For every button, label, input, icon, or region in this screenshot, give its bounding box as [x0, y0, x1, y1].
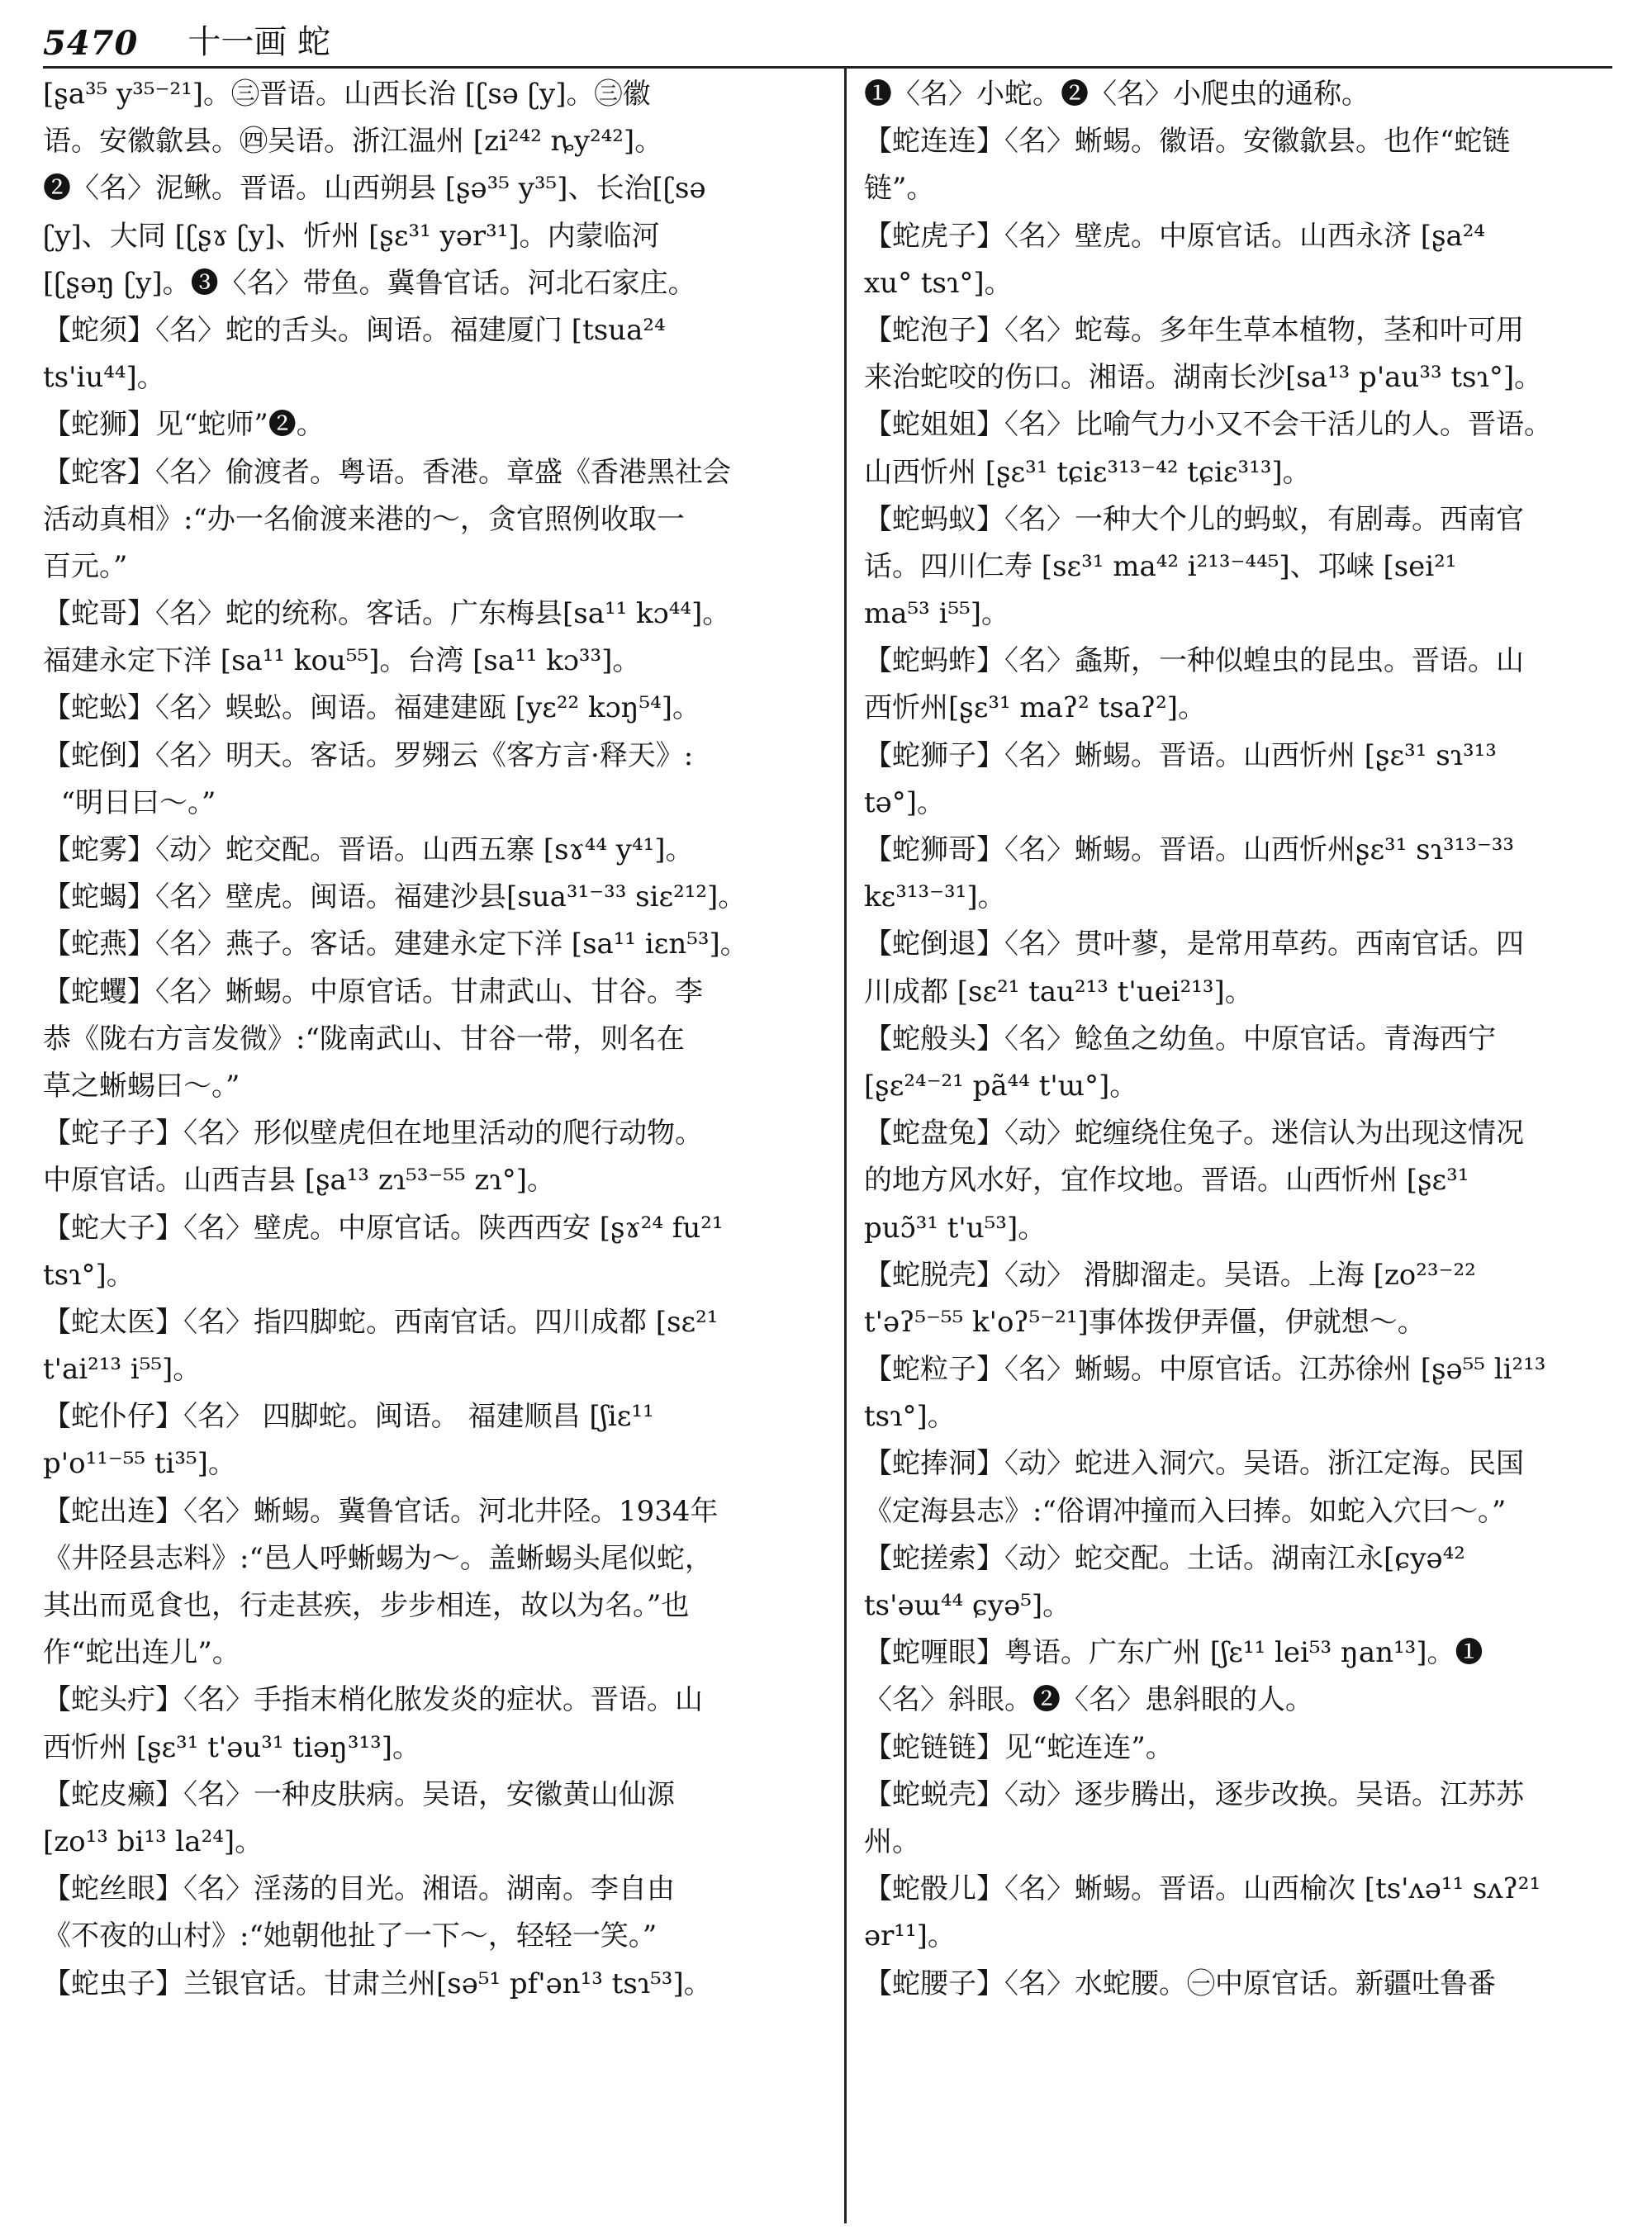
dictionary-text-line: t'əʔ⁵⁻⁵⁵ k'oʔ⁵⁻²¹]事体拨伊弄僵，伊就想～。	[864, 1305, 1426, 1339]
dictionary-text-line: ʗy]、大同 [ʗʂɤ ʗy]、忻州 [ʂɛ³¹ yər³¹]。内蒙临河	[43, 219, 660, 253]
dictionary-text-line: tsɿ°]。	[43, 1258, 135, 1292]
dictionary-text-line: 福建永定下洋 [sa¹¹ kou⁵⁵]。台湾 [sa¹¹ kɔ³³]。	[43, 644, 641, 678]
dictionary-text-line: tsɿ°]。	[864, 1400, 956, 1434]
dictionary-text-line: 【蛇子子】〈名〉形似壁虎但在地里活动的爬行动物。	[43, 1117, 703, 1151]
dictionary-text-line: ts'əɯ⁴⁴ ɕyə⁵]。	[864, 1589, 1071, 1622]
dictionary-text-line: ❷〈名〉泥鳅。晋语。山西朔县 [ʂə³⁵ y³⁵]、长治[ʗsə	[43, 172, 706, 206]
dictionary-text-line: 【蛇泡子】〈名〉蛇莓。多年生草本植物，茎和叶可用	[864, 313, 1524, 347]
dictionary-text-line: 【蛇太医】〈名〉指四脚蛇。西南官话。四川成都 [sɛ²¹	[43, 1305, 719, 1339]
dictionary-text-line: 【蛇蚂蚱】〈名〉螽斯，一种似蝗虫的昆虫。晋语。山	[864, 644, 1524, 678]
dictionary-text-line: 【蛇骰儿】〈名〉蜥蜴。晋语。山西榆次 [ts'ʌə¹¹ sʌʔ²¹	[864, 1872, 1541, 1906]
dictionary-text-line: “明日曰～。”	[43, 785, 216, 819]
dictionary-text-line: 【蛇狮哥】〈名〉蜥蜴。晋语。山西忻州ʂɛ³¹ sɿ³¹³⁻³³	[864, 833, 1515, 866]
dictionary-text-line: 【蛇捧洞】〈动〉蛇进入洞穴。吴语。浙江定海。民国	[864, 1447, 1524, 1481]
dictionary-text-line: 草之蜥蜴曰～。”	[43, 1069, 240, 1103]
dictionary-text-line: 恭《陇右方言发微》:“陇南武山、甘谷一带，则名在	[43, 1022, 685, 1056]
dictionary-text-line: 作“蛇出连儿”。	[43, 1636, 240, 1670]
dictionary-text-line: 【蛇蚂蚁】〈名〉一种大个儿的蚂蚁，有剧毒。西南官	[864, 502, 1524, 536]
dictionary-text-line: 【蛇姐姐】〈名〉比喻气力小又不会干活儿的人。晋语。	[864, 408, 1552, 442]
dictionary-text-line: 【蛇蝎】〈名〉壁虎。闽语。福建沙县[sua³¹⁻³³ siɛ²¹²]。	[43, 880, 747, 914]
column-divider	[844, 68, 847, 2223]
dictionary-text-line: 西忻州[ʂɛ³¹ maʔ² tsaʔ²]。	[864, 691, 1207, 725]
dictionary-text-line: ər¹¹]。	[864, 1919, 956, 1953]
right-column	[864, 71, 1616, 2008]
dictionary-text-line: 山西忻州 [ʂɛ³¹ tɕiɛ³¹³⁻⁴² tɕiɛ³¹³]。	[864, 455, 1311, 489]
dictionary-text-line: 【蛇盘兔】〈动〉蛇缠绕住兔子。迷信认为出现这情况	[864, 1117, 1524, 1151]
dictionary-text-line: 【蛇链链】见“蛇连连”。	[864, 1730, 1174, 1764]
dictionary-text-line: [ʗʂəŋ ʗy]。❸〈名〉带鱼。冀鲁官话。河北石家庄。	[43, 266, 696, 300]
page-number: 5470	[43, 24, 139, 63]
dictionary-text-line: 【蛇丝眼】〈名〉淫荡的目光。湘语。湖南。李自由	[43, 1872, 675, 1906]
dictionary-text-line: tə°]。	[864, 785, 946, 819]
dictionary-text-line: 〈名〉斜眼。❷〈名〉患斜眼的人。	[864, 1683, 1313, 1717]
dictionary-text-line: 【蛇倒退】〈名〉贯叶蓼，是常用草药。西南官话。四	[864, 928, 1524, 961]
dictionary-text-line: [ʂa³⁵ y³⁵⁻²¹]。㊂晋语。山西长治 [ʗsə ʗy]。㊂徽	[43, 78, 651, 111]
dictionary-text-line: 【蛇雾】〈动〉蛇交配。晋语。山西五寨 [sɤ⁴⁴ y⁴¹]。	[43, 833, 694, 866]
dictionary-text-line: 【蛇哥】〈名〉蛇的统称。客话。广东梅县[sa¹¹ kɔ⁴⁴]。	[43, 597, 731, 631]
dictionary-text-line: puɔ̃³¹ t'u⁵³]。	[864, 1211, 1047, 1245]
dictionary-text-line: [zo¹³ bi¹³ la²⁴]。	[43, 1824, 263, 1858]
dictionary-text-line: 中原官话。山西吉县 [ʂa¹³ zɿ⁵³⁻⁵⁵ zɿ°]。	[43, 1164, 556, 1198]
running-title: 十一画 蛇	[188, 23, 331, 61]
dictionary-text-line: 【蛇搓索】〈动〉蛇交配。土话。湖南江永[ɕyə⁴²	[864, 1541, 1465, 1575]
dictionary-text-line: 语。安徽歙县。㊃吴语。浙江温州 [zi²⁴² ȵy²⁴²]。	[43, 125, 663, 159]
dictionary-text-line: 【蛇燕】〈名〉燕子。客话。建建永定下洋 [sa¹¹ iɛn⁵³]。	[43, 928, 748, 961]
dictionary-text-line: 西忻州 [ʂɛ³¹ t'əu³¹ tiəŋ³¹³]。	[43, 1730, 421, 1764]
dictionary-text-line: 《定海县志》:“俗谓冲撞而入曰捧。如蛇入穴曰～。”	[864, 1494, 1507, 1528]
dictionary-text-line: 【蛇出连】〈名〉蜥蜴。冀鲁官话。河北井陉。1934年	[43, 1494, 719, 1528]
dictionary-text-line: ❶〈名〉小蛇。❷〈名〉小爬虫的通称。	[864, 78, 1370, 111]
dictionary-text-line: 《不夜的山村》:“她朝他扯了一下～，轻轻一笑。”	[43, 1919, 657, 1953]
dictionary-text-line: 【蛇蜕壳】〈动〉逐步腾出，逐步改换。吴语。江苏苏	[864, 1777, 1524, 1811]
dictionary-text-line: 【蛇须】〈名〉蛇的舌头。闽语。福建厦门 [tsua²⁴	[43, 313, 666, 347]
dictionary-text-line: 【蛇喱眼】粤语。广东广州 [ʃɛ¹¹ lei⁵³ ŋan¹³]。❶	[864, 1636, 1483, 1670]
dictionary-text-line: 【蛇连连】〈名〉蜥蜴。徽语。安徽歙县。也作“蛇链	[864, 125, 1511, 159]
dictionary-text-line: 【蛇粒子】〈名〉蜥蜴。中原官话。江苏徐州 [ʂə⁵⁵ li²¹³	[864, 1353, 1546, 1387]
dictionary-text-line: 【蛇狮子】〈名〉蜥蜴。晋语。山西忻州 [ʂɛ³¹ sɿ³¹³	[864, 738, 1497, 772]
dictionary-text-line: 州。	[864, 1824, 920, 1858]
dictionary-text-line: 【蛇蠼】〈名〉蜥蜴。中原官话。甘肃武山、甘谷。李	[43, 975, 703, 1008]
dictionary-text-line: ts'iu⁴⁴]。	[43, 361, 165, 395]
dictionary-text-line: 【蛇腰子】〈名〉水蛇腰。㊀中原官话。新疆吐鲁番	[864, 1967, 1496, 2000]
left-column	[43, 71, 828, 2008]
dictionary-text-line: 链”。	[864, 172, 935, 206]
dictionary-text-line: 【蛇脱壳】〈动〉 滑脚溜走。吴语。上海 [zo²³⁻²²	[864, 1258, 1476, 1292]
dictionary-text-line: 【蛇狮】见“蛇师”❷。	[43, 408, 325, 442]
dictionary-text-line: 的地方风水好，宜作坟地。晋语。山西忻州 [ʂɛ³¹	[864, 1164, 1469, 1198]
dictionary-text-line: 话。四川仁寿 [sɛ³¹ ma⁴² i²¹³⁻⁴⁴⁵]、邛崃 [sei²¹	[864, 549, 1457, 583]
dictionary-text-line: 【蛇头疔】〈名〉手指末梢化脓发炎的症状。晋语。山	[43, 1683, 703, 1717]
dictionary-text-line: kɛ³¹³⁻³¹]。	[864, 880, 1006, 914]
dictionary-text-line: t'ai²¹³ i⁵⁵]。	[43, 1353, 202, 1387]
dictionary-text-line: ma⁵³ i⁵⁵]。	[864, 597, 1009, 631]
dictionary-text-line: 川成都 [sɛ²¹ tau²¹³ t'uei²¹³]。	[864, 975, 1253, 1008]
dictionary-text-line: 【蛇虫子】兰银官话。甘肃兰州[sə⁵¹ pf'ən¹³ tsɿ⁵³]。	[43, 1967, 712, 2000]
dictionary-text-line: 其出而觅食也，行走甚疾，步步相连，故以为名。”也	[43, 1589, 690, 1622]
dictionary-text-line: [ʂɛ²⁴⁻²¹ pã⁴⁴ t'ɯ°]。	[864, 1069, 1138, 1103]
dictionary-text-line: 来治蛇咬的伤口。湘语。湖南长沙[sa¹³ p'au³³ tsɿ°]。	[864, 361, 1543, 395]
dictionary-text-line: 【蛇虎子】〈名〉壁虎。中原官话。山西永济 [ʂa²⁴	[864, 219, 1486, 253]
dictionary-text-line: xu° tsɿ°]。	[864, 266, 1013, 300]
dictionary-text-line: 【蛇皮癞】〈名〉一种皮肤病。吴语，安徽黄山仙源	[43, 1777, 675, 1811]
dictionary-text-line: 《井陉县志料》:“邑人呼蜥蜴为～。盖蜥蜴头尾似蛇，	[43, 1541, 713, 1575]
page-header	[43, 12, 1612, 63]
dictionary-text-line: 百元。”	[43, 549, 128, 583]
dictionary-text-line: 【蛇般头】〈名〉鲶鱼之幼鱼。中原官话。青海西宁	[864, 1022, 1496, 1056]
dictionary-text-line: 【蛇倒】〈名〉明天。客话。罗翙云《客方言·释天》:	[43, 738, 694, 772]
dictionary-text-line: 【蛇蚣】〈名〉蜈蚣。闽语。福建建瓯 [yɛ²² kɔŋ⁵⁴]。	[43, 691, 701, 725]
dictionary-text-line: 【蛇大子】〈名〉壁虎。中原官话。陕西西安 [ʂɤ²⁴ fu²¹	[43, 1211, 724, 1245]
header-rule	[43, 66, 1612, 69]
dictionary-text-line: 【蛇客】〈名〉偷渡者。粤语。香港。章盛《香港黑社会	[43, 455, 731, 489]
dictionary-text-line: 【蛇仆仔】〈名〉 四脚蛇。闽语。 福建顺昌 [ʃiɛ¹¹	[43, 1400, 654, 1434]
dictionary-text-line: 活动真相》:“办一名偷渡来港的～，贪官照例收取一	[43, 502, 685, 536]
dictionary-text-line: p'o¹¹⁻⁵⁵ ti³⁵]。	[43, 1447, 236, 1481]
